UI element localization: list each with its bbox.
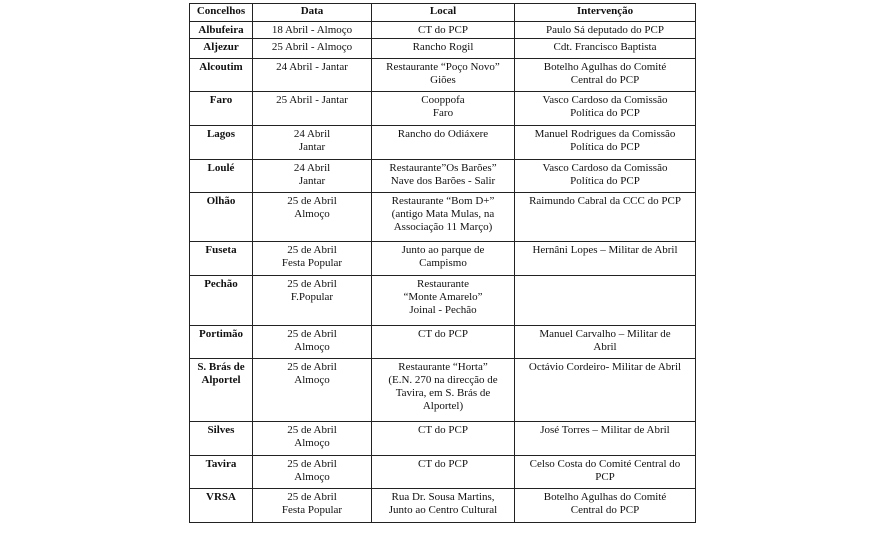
table-row <box>190 39 696 59</box>
header-data: Data <box>253 4 372 22</box>
cell-concelho: VRSA <box>190 489 253 523</box>
cell-data: 25 de Abril Festa Popular <box>253 489 372 523</box>
cell-local: CT do PCP <box>372 456 515 489</box>
table-row <box>190 242 696 276</box>
table-row <box>190 456 696 489</box>
cell-local: CT do PCP <box>372 22 515 39</box>
header-local: Local <box>372 4 515 22</box>
cell-data: 25 de Abril Almoço <box>253 456 372 489</box>
cell-local: Rancho Rogil <box>372 39 515 59</box>
header-concelhos: Concelhos <box>190 4 253 22</box>
table-row <box>190 59 696 92</box>
cell-local: Restaurante “Horta” (E.N. 270 na direcção de Tavira, em S. Brás de Alportel) <box>372 359 515 422</box>
cell-intervencao: Manuel Carvalho – Militar de Abril <box>515 326 696 359</box>
cell-concelho: Silves <box>190 422 253 456</box>
cell-concelho: Aljezur <box>190 39 253 59</box>
table-row <box>190 193 696 242</box>
cell-intervencao: Botelho Agulhas do Comité Central do PCP <box>515 59 696 92</box>
cell-concelho: Tavira <box>190 456 253 489</box>
table-row <box>190 126 696 160</box>
table-row <box>190 326 696 359</box>
table-row <box>190 359 696 422</box>
cell-concelho: Loulé <box>190 160 253 193</box>
cell-local: Cooppofa Faro <box>372 92 515 126</box>
cell-data: 25 de Abril Almoço <box>253 326 372 359</box>
cell-data: 25 de Abril Almoço <box>253 422 372 456</box>
cell-intervencao: Paulo Sá deputado do PCP <box>515 22 696 39</box>
cell-intervencao: Celso Costa do Comité Central do PCP <box>515 456 696 489</box>
cell-concelho: Portimão <box>190 326 253 359</box>
cell-intervencao: Hernâni Lopes – Militar de Abril <box>515 242 696 276</box>
cell-concelho: Pechão <box>190 276 253 326</box>
cell-data: 18 Abril - Almoço <box>253 22 372 39</box>
cell-intervencao: Cdt. Francisco Baptista <box>515 39 696 59</box>
cell-data: 25 de Abril F.Popular <box>253 276 372 326</box>
cell-intervencao: Manuel Rodrigues da Comissão Política do PCP <box>515 126 696 160</box>
events-table <box>189 3 696 523</box>
cell-intervencao: José Torres – Militar de Abril <box>515 422 696 456</box>
cell-intervencao: Vasco Cardoso da Comissão Política do PCP <box>515 160 696 193</box>
table-row <box>190 92 696 126</box>
cell-intervencao: Raimundo Cabral da CCC do PCP <box>515 193 696 242</box>
cell-data: 25 de Abril Festa Popular <box>253 242 372 276</box>
cell-local: Rua Dr. Sousa Martins, Junto ao Centro Cultural <box>372 489 515 523</box>
cell-intervencao: Botelho Agulhas do Comité Central do PCP <box>515 489 696 523</box>
cell-local: Restaurante “Poço Novo” Giões <box>372 59 515 92</box>
cell-data: 25 de Abril Almoço <box>253 193 372 242</box>
table-row <box>190 422 696 456</box>
table-row <box>190 489 696 523</box>
cell-data: 25 Abril - Jantar <box>253 92 372 126</box>
cell-data: 24 Abril - Jantar <box>253 59 372 92</box>
cell-local: Restaurante “Bom D+” (antigo Mata Mulas, na Associação 11 Março) <box>372 193 515 242</box>
cell-local: CT do PCP <box>372 422 515 456</box>
cell-local: Rancho do Odiáxere <box>372 126 515 160</box>
cell-concelho: Fuseta <box>190 242 253 276</box>
cell-local: Junto ao parque de Campismo <box>372 242 515 276</box>
cell-intervencao: Vasco Cardoso da Comissão Política do PCP <box>515 92 696 126</box>
cell-intervencao: Octávio Cordeiro- Militar de Abril <box>515 359 696 422</box>
cell-concelho: Lagos <box>190 126 253 160</box>
table-header-row <box>190 4 696 22</box>
cell-local: Restaurante”Os Barões” Nave dos Barões - Salir <box>372 160 515 193</box>
cell-data: 25 de Abril Almoço <box>253 359 372 422</box>
table-row <box>190 22 696 39</box>
cell-data: 24 Abril Jantar <box>253 160 372 193</box>
cell-data: 24 Abril Jantar <box>253 126 372 160</box>
cell-intervencao <box>515 276 696 326</box>
cell-concelho: S. Brás de Alportel <box>190 359 253 422</box>
cell-concelho: Alcoutim <box>190 59 253 92</box>
cell-local: Restaurante “Monte Amarelo” Joinal - Pechão <box>372 276 515 326</box>
table-row <box>190 276 696 326</box>
cell-local: CT do PCP <box>372 326 515 359</box>
cell-concelho: Faro <box>190 92 253 126</box>
cell-concelho: Olhão <box>190 193 253 242</box>
cell-concelho: Albufeira <box>190 22 253 39</box>
header-intervencao: Intervenção <box>515 4 696 22</box>
cell-data: 25 Abril - Almoço <box>253 39 372 59</box>
table-row <box>190 160 696 193</box>
